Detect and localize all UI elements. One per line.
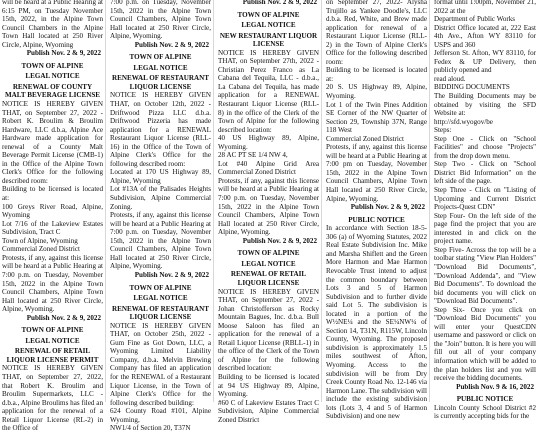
legal-notice (326, 0, 427, 212)
column-4 (324, 0, 430, 421)
notice-paragraph: Jefferson St. Afton, WY 83110, for Fedex & UP Delivery, then publicly opened and (434, 49, 536, 75)
column-1 (0, 0, 106, 433)
notice-paragraph: 20 S. US Highway 89, Alpine, Wyoming. (326, 83, 427, 101)
notice-paragraph: Commercial Zoned District (326, 134, 405, 143)
notice-paragraph: BIDDING DOCUMENTS (434, 83, 510, 92)
notice-paragraph: Protests, if any, against this license will be heard at a Public Hearing at 7:00 p.m. on Tuesday, November 15th, 2022 in the Alpine Town Council Chambers, Alpine Town Hall located at 250 River Circle, Alpine, Wyoming. (110, 211, 211, 271)
notice-paragraph: Protests, if any, against this license will be heard at a Public Hearing at 7:00 pm on Tuesday, November 15th, 2022 in the Alpine Town Council Chambers, Alpine Town Hall located at 250 River Circle, Alpine, Wyoming. (326, 143, 427, 203)
notice-paragraph: Lot #40 Alpine Grid Area Commercial Zoned District (218, 159, 319, 177)
notice-paragraph: Lot 1 of the Twin Pines Addition SE Corner of the NW Quarter of Section 29, Township 37N, Range 118 West (326, 100, 427, 135)
legal-notice (218, 11, 319, 246)
notice-paragraph: NOTICE IS HEREBY GIVEN THAT, on September 27, 2022, that Robert K. Broulim and Broulim Supermarkets, LLC - d.b.a., Alpine Broulims has filed an application for the renewal of a Retail Liquor License (RL-2) in the Office of (2, 364, 103, 433)
notice-paragraph: Step Four- On the left side of the page find the project that you are interested in and click on the project name. (434, 211, 536, 246)
notice-heading: RENEWAL OF RESTAURANT LIQUOR LICENSE (112, 74, 209, 91)
publish-dates: Publish Nov. 2 & 9, 2022 (134, 270, 209, 279)
notice-paragraph: Lot #13A of the Palisades Heights Subdivision, Alpine Commercial Zoning. (110, 185, 211, 211)
notice-heading: TOWN OF ALPINE (21, 326, 84, 335)
legal-notice (434, 0, 536, 391)
notice-paragraph: 7:00 p.m. on Tuesday, November 15th, 2022 in the Alpine Town Council Chambers, Alpine Town Hall located at 250 River Circle, Alpine, Wyoming. (110, 0, 211, 41)
notice-paragraph: NOTICE IS HEREBY GIVEN THAT, on September 27, 2022 - Robert K. Broulim & Broulim Hardware, LLC d.b.a, Alpine Ace Hardware made application for renewal of a County Malt Beverage Permit License (CMB-1) in the Office of the Alpine Town Clerk's Office for the following described room: (2, 100, 103, 185)
notice-paragraph: Step Five- Across the top will be a toolbar stating "View Plan Holders" "Download Bid Documents", "Download Addenda", and "View Bid Documents". To download the bid documents you will click on "Download Bid Documents". (434, 245, 536, 306)
notice-paragraph: Building to be licensed is located at 94 US Highway 89, Alpine, Wyoming. (218, 372, 319, 399)
notice-paragraph: Lot 7/16 of the Lakeview Estates Subdivision, Tract C (2, 219, 103, 237)
notice-paragraph: Town of Alpine, Wyoming (2, 236, 78, 245)
notice-heading: RENEWAL OF RETAIL LIQUOR LICENSE (230, 270, 307, 287)
notice-heading: RENEWAL OF COUNTY MALT BEVERAGE LICENSE (4, 82, 100, 100)
notice-paragraph: Commercial Zoned District (2, 245, 81, 254)
notice-heading: LEGAL NOTICE (133, 63, 188, 72)
notice-paragraph: Steps: (434, 126, 452, 135)
column-2 (108, 0, 214, 433)
notice-paragraph: Step Three - Click on "Listing of Upcoming and Current District Projects-Quest CDN" (434, 186, 536, 212)
notice-paragraph: Step One - Click on "School Facilities" and choose "Projects" from the drop down menu. (434, 134, 536, 160)
notice-heading: TOWN OF ALPINE (21, 61, 84, 70)
notice-paragraph: #60 C of Lakeview Estates Tract C Subdivision, Alpine Commercial Zoned District (218, 398, 319, 424)
publish-dates: Publish Nov. 2 & 9, 2022 (242, 0, 317, 6)
legal-notice (110, 284, 211, 433)
notice-paragraph: 28 AC PT SE 1/4 NW 4, (218, 151, 288, 160)
notice-paragraph: Located at 170 US Highway 89, Alpine, Wyoming (110, 168, 211, 185)
publish-dates: Publish Nov. 2 & 9, 2022 (26, 313, 101, 322)
notice-paragraph: NW1/4 of Section 20, T37N (110, 424, 191, 433)
notice-paragraph: Building to be licensed is located at: (326, 66, 427, 83)
notice-paragraph: Step Two - Click on "School District Bid Information" on the left side of the page. (434, 160, 536, 186)
legal-notice (2, 0, 103, 58)
notice-paragraph: The Building Documents may be obtained by visiting the SFD Website at: (434, 92, 536, 118)
notice-heading: PUBLIC NOTICE (456, 395, 514, 404)
notice-paragraph: NOTICE IS HEREBY GIVEN THAT, on October 12th, 2022 - Driftwood Pizza LLC d.b.a. Driftwood Pizzeria has made application for a RENEWAL Restaurant Liquor License (RLL-16) in the Office of the Town of Alpine Clerk's Office for the following described room: (110, 91, 211, 168)
legal-notice (2, 326, 103, 433)
notice-heading: LEGAL NOTICE (241, 259, 296, 268)
notice-paragraph: NOTICE IS HEREBY GIVEN THAT, on September 27, 2022 - Johan Christofferson as Rocky Mountain Bagues, Inc. d.b.a. Bull Moose Saloon has filed an application for the renewal of a Retail Liquor License (RBLL-1) in the office of the Clerk of the Town of Alpine for the following described location: (218, 287, 319, 373)
publish-dates: Publish Nov. 2 & 9, 2022 (26, 49, 101, 58)
publish-dates: Publish Nov. 2 & 9, 2022 (350, 203, 425, 212)
notice-paragraph: on September 27, 2022- Alysha Trujillo as Yankee Doodle's, LLC d.b.a. Red, White, and Brew made application for renewal of a Restaurant Liquor License (RLL-2) in the Town of Alpine Clerk's Office for the following described room: (326, 0, 427, 66)
column-3 (216, 0, 322, 424)
legal-notice (110, 0, 211, 49)
notice-heading: TOWN OF ALPINE (237, 10, 300, 19)
notice-paragraph: 100 Greys River Road, Alpine, Wyoming (2, 202, 103, 220)
notice-heading: RENEWAL OF RETAIL LIQUOR LICENSE PERMIT (6, 347, 99, 364)
notice-paragraph: will be heard at a Public Hearing at 6:15 PM, on Tuesday November 15th, 2022, in the Alpine Town Council Chambers in the Alpine Town Hall located at 250 River Circle, Alpine, Wyoming (2, 0, 103, 49)
legal-notice (2, 62, 103, 322)
legal-notice (434, 395, 536, 421)
notice-paragraph: Protests, if any, against this license will be heard at a Public Hearing at 7:00 p.m. on Tuesday, November 15th, 2022 in the Alpine Town Council Chambers, Alpine Town Hall located at 250 River Circle, Alpine, Wyoming. (2, 253, 103, 314)
publish-dates: Publish Nov. 9 & 16, 2022 (456, 382, 534, 391)
notice-paragraph: 40 US Highway 89, Alpine, Wyoming. (218, 134, 319, 151)
notice-paragraph: 624 County Road #101, Alpine Wyoming, (110, 407, 211, 424)
notice-paragraph: In accordance with Section 18-5-306 (a) of Wyoming Statutes, 2022 Real Estate Subdivision Inc. Mike and Marsha Shiflett and the Green More Harmon and Mae Harmon Revocable Trust intend to adjust the common boundary between Lots 3 and 5 of Harmon Subdivision and to further divide said Lot 5. The subdivision is located in a portion of the W½NE¼ and the SE¼NW¼ of Section 14, T31N, R115W, Lincoln County, Wyoming. The proposed subdivision is approximately 1.5 miles southwest of Afton, Wyoming. Access to the subdivision will be from Dry Creek County Road No. 12-146 via Harmon Lane. The subdivision will include the existing subdivision lots (Lots 3, 4 and 5 of Harmon Subdivision) and one new (326, 224, 427, 421)
notice-heading: LEGAL NOTICE (241, 21, 296, 30)
publish-dates: Publish Nov. 2 & 9, 2022 (242, 236, 317, 245)
notice-heading: LEGAL NOTICE (25, 72, 80, 81)
notice-paragraph: read aloud. (434, 74, 466, 83)
notice-heading: TOWN OF ALPINE (237, 249, 300, 258)
notice-paragraph: Building to be licensed is located at: (2, 185, 103, 203)
notice-heading: TOWN OF ALPINE (129, 53, 192, 62)
notice-paragraph: NOTICE IS HEREBY GIVEN THAT, on September 27th, 2022 - Christian Perez Franco as La Cabana del Tequila, LLC - d.b.a., La Cabana del Tequila, has made application for a RENEWAL Restaurant Liquor License (RLL-8) in the office of the Clerk of the Town of Alpine for the following described location: (218, 48, 319, 134)
notice-heading: TOWN OF ALPINE (129, 283, 192, 292)
notice-heading: LEGAL NOTICE (133, 294, 188, 303)
notice-heading: NEW RESTAURANT LIQUOR LICENSE (219, 31, 318, 49)
publish-dates: Publish Nov. 2 & 9, 2022 (134, 40, 209, 49)
legal-notice (218, 0, 319, 7)
notice-paragraph: Department of Public Works (434, 15, 516, 24)
legal-notice (110, 53, 211, 279)
notice-paragraph: Lincoln County School District #2 is currently accepting bids for the (434, 403, 536, 421)
legal-notice (218, 249, 319, 424)
notice-paragraph: NOTICE IS HEREBY GIVEN THAT, on October 25th, 2022 -Gum Fine as Got Down, LLC, a Wyoming Limited Liability Company, d.b.a. Melvin Brewing Company has filed an application for the RENEWAL of a Restaurant Liquor License, in the Town of Alpine Clerk's Office for the following described building: (110, 321, 211, 407)
notice-paragraph: Protests, if any, against this license will be heard at a Public Hearing at 7:00 p.m. on Tuesday, November 15th, 2022 in the Alpine Town Council Chambers, Alpine Town Hall located at 250 River Circle, Alpine, Wyoming. (218, 176, 319, 237)
notice-paragraph: Step Six- Once you click on "Download Bid Documents" you will enter your QuestCDN username and password or click on the "Join" button. It is here you will fill out all of your company information which will be added to the plan holders list and you will receive the bidding documents. (434, 305, 536, 383)
notice-heading: PUBLIC NOTICE (348, 215, 405, 224)
notice-paragraph: District Office located at, 222 East 4th Ave., Afton WY 83110 for USPS and 360 (434, 23, 536, 49)
column-5 (432, 0, 538, 421)
notice-paragraph: http://sfd.wyogov/be (434, 117, 493, 126)
legal-notice (326, 216, 427, 421)
notice-heading: LEGAL NOTICE (25, 336, 80, 345)
notice-heading: RENEWAL OF RESTAURANT LIQUOR LICENSE (112, 304, 209, 322)
notice-paragraph: format until 1:00pm, November 21, 2022 at the (434, 0, 536, 15)
